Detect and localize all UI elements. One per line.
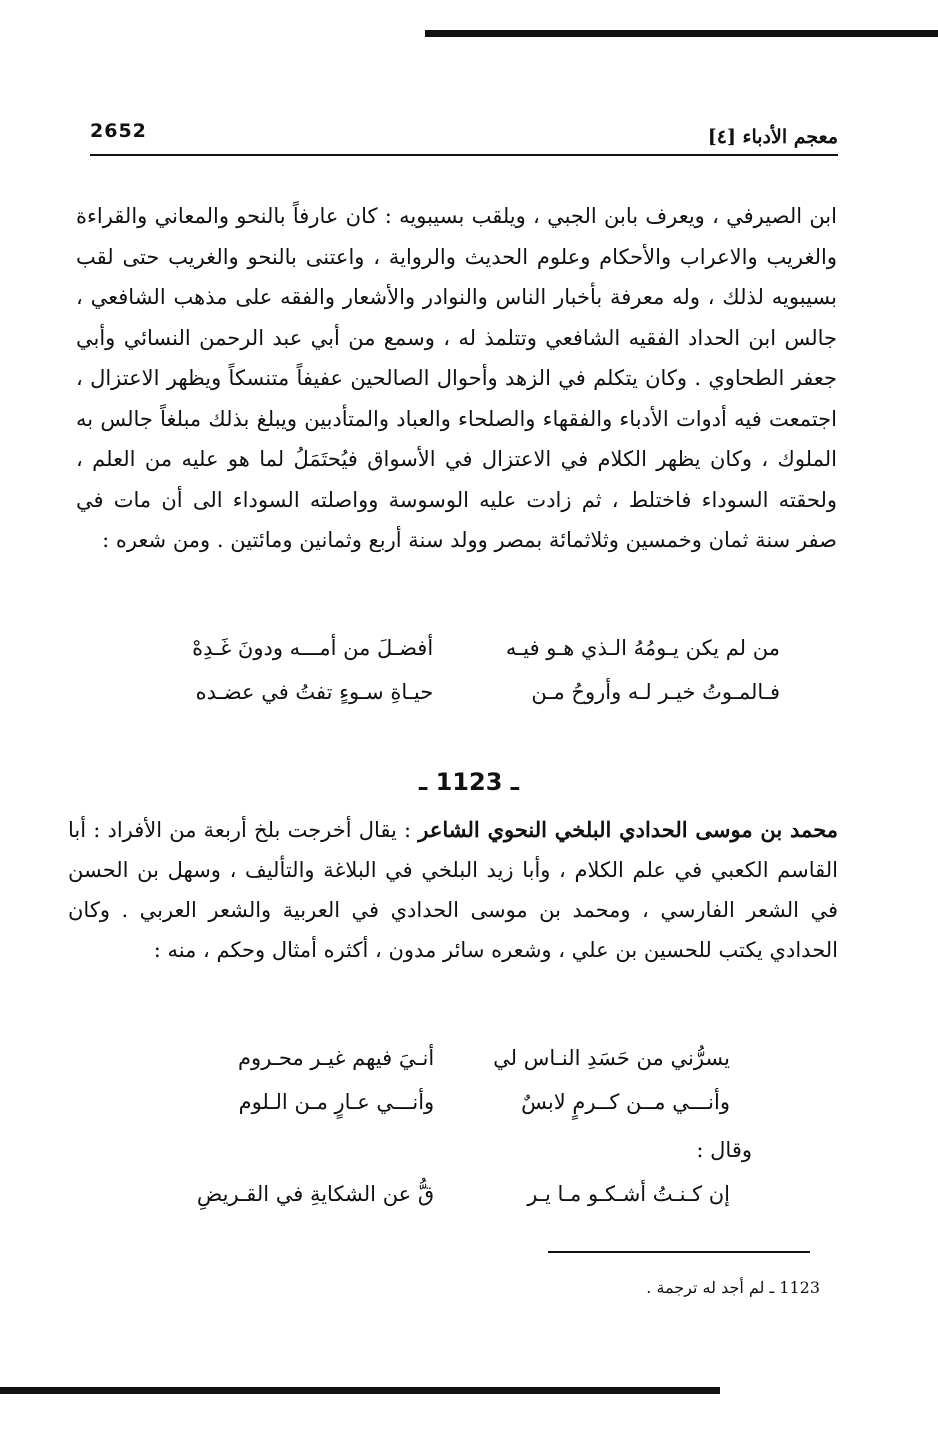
hemistich-second: أفضـلَ من أمـــه ودونَ غَـدِهْ (192, 636, 434, 660)
hemistich-first: وأنـــي مــن كــرمٍ لابسٌ (521, 1090, 730, 1114)
verse (150, 1036, 730, 1080)
entry-body: : يقال أخرجت بلخ أربعة من الأفراد : أبا القاسم الكعبي في علم الكلام ، وأبا زيد البلخي في البلاغة والتأليف ، وسهل بن الحسن في الشعر الفارسي ، ومحمد بن موسى الحدادي في العربية والشعر العربي . وكان الحدادي يكتب للحسين بن علي ، وشعره سائر مدون ، أكثره أمثال وحكم ، منه : (68, 818, 838, 962)
hemistich-first: من لم يكن يـومُهُ الـذي هـو فيـه (505, 636, 780, 660)
hemistich-second: وأنـــي عـارٍ مـن الـلوم (238, 1090, 435, 1114)
hemistich-first: فـالمـوتُ خيـر لـه وأروحُ مـن (531, 680, 780, 704)
hemistich-first: إن كـنـتُ أشـكـو مـا يـر (527, 1182, 730, 1206)
entry-paragraph (68, 810, 838, 970)
entry-heading: محمد بن موسى الحدادي البلخي النحوي الشاعر (418, 817, 838, 842)
hemistich-first: يسرُّني من حَسَدِ النـاس لي (493, 1046, 730, 1070)
page-header (90, 112, 838, 156)
paragraph-1: ابن الصيرفي ، ويعرف بابن الجبي ، ويلقب بسيبويه : كان عارفاً بالنحو والمعاني والقراءة والغريب والاعراب والأحكام وعلوم الحديث والرواية ، واعتنى بالنحو والغريب حتى لقب بسيبويه لذلك ، وله معرفة بأخبار الناس والنوادر والأشعار والفقه على مذهب الشافعي ، جالس ابن الحداد الفقيه الشافعي وتتلمذ له ، وسمع من أبي عبد الرحمن النسائي وأبي جعفر الطحاوي . وكان يتكلم في الزهد وأحوال الصالحين عفيفاً متنسكاً ويظهر الاعتزال ، اجتمعت فيه أدوات الأدباء والفقهاء والصلحاء والعباد والمتأدبين ويبلغ بذلك مبلغاً جالس به الملوك ، وكان يظهر الكلام في الاعتزال في الأسواق فيُحتَمَلُ لما هو عليه من العلم ، ولحقته السوداء فاختلط ، ثم زادت عليه الوسوسة وواصلته السوداء الى أن مات في صفر سنة ثمان وخمسين وثلاثمائة بمصر وولد سنة أربع وثمانين ومائتين . ومن شعره : (76, 204, 837, 552)
entry-number: ـ 1123 ـ (419, 768, 519, 796)
footnote-divider (548, 1251, 810, 1253)
poem-1 (100, 626, 780, 714)
scan-edge-top (425, 30, 938, 37)
poem-2 (150, 1036, 730, 1124)
hemistich-second: حيـاةِ سـوءٍ تفتُ في عضـده (195, 680, 434, 704)
verse (100, 626, 780, 670)
scan-edge-bottom (0, 1387, 720, 1394)
verse (150, 1172, 730, 1216)
page-number: 2652 (90, 120, 147, 142)
hemistich-second: قُّ عن الشكايةِ في القـريضِ (196, 1182, 435, 1206)
verse (100, 670, 780, 714)
footnote: 1123 ـ لم أجد له ترجمة . (646, 1278, 820, 1297)
hemistich-second: أنـيَ فيهم غيـر محـروم (238, 1046, 435, 1070)
qala-label: وقال : (696, 1138, 752, 1162)
poem-3 (150, 1172, 730, 1216)
verse (150, 1080, 730, 1124)
running-title: معجم الأدباء [٤] (707, 126, 838, 148)
